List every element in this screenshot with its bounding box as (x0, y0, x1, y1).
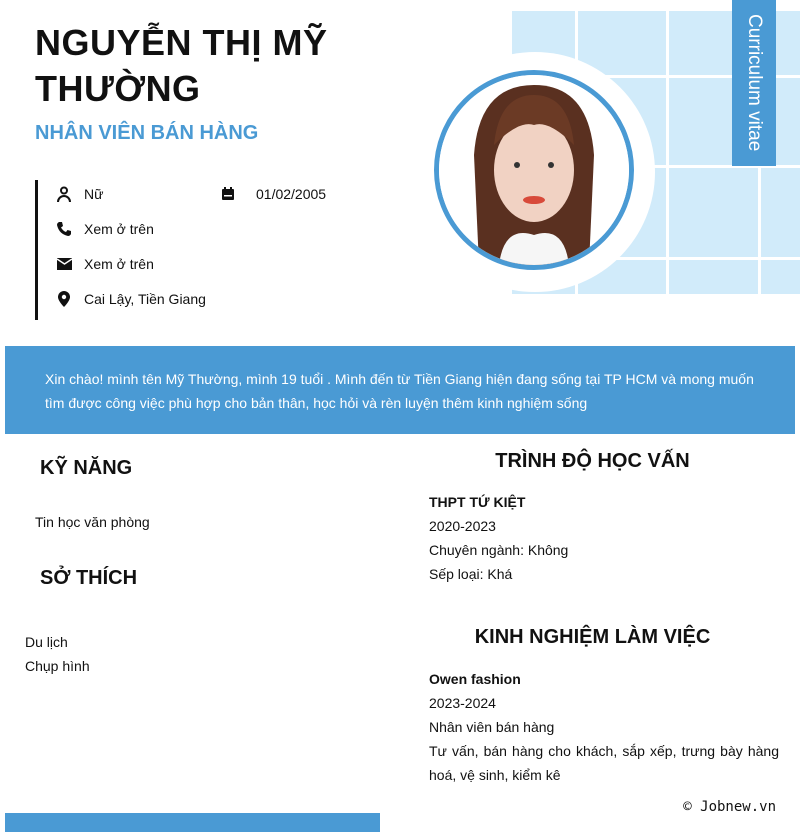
hobby-item: Chụp hình (25, 658, 90, 674)
experience-role: Nhân viên bán hàng (429, 719, 555, 735)
envelope-icon (56, 256, 72, 272)
location-pin-icon (56, 291, 72, 307)
email-row (56, 256, 154, 272)
school-name: THPT TỨ KIỆT (429, 494, 526, 510)
phone-icon (56, 221, 72, 237)
address-row (56, 291, 206, 307)
phone-value: Xem ở trên (84, 221, 154, 237)
personal-info (35, 180, 375, 320)
cv-label: Curriculum vitae (732, 0, 776, 166)
experience-description: Tư vấn, bán hàng cho khách, sắp xếp, trưng bày hàng hoá, vệ sinh, kiểm kê (429, 743, 779, 783)
phone-row (56, 221, 154, 237)
person-icon (56, 186, 72, 202)
address-value: Cai Lậy, Tiền Giang (84, 291, 206, 307)
education-major: Chuyên ngành: Không (429, 542, 569, 558)
profile-photo (434, 70, 634, 270)
calendar-icon (220, 186, 236, 202)
education-grade: Sếp loại: Khá (429, 566, 513, 582)
skill-item: Tin học văn phòng (35, 514, 150, 530)
bottom-accent-bar (5, 813, 380, 832)
education-years: 2020-2023 (429, 518, 496, 534)
education-heading: TRÌNH ĐỘ HỌC VẤN (495, 450, 690, 472)
job-position: NHÂN VIÊN BÁN HÀNG (35, 122, 259, 144)
footer-credit: © Jobnew.vn (683, 799, 776, 815)
email-value: Xem ở trên (84, 256, 154, 272)
candidate-name: NGUYỄN THỊ MỸ THƯỜNG (35, 22, 328, 109)
birthdate-row (220, 186, 326, 202)
company-name: Owen fashion (429, 671, 521, 687)
birthdate-value: 01/02/2005 (256, 186, 327, 202)
hobby-item: Du lịch (25, 634, 68, 650)
hobbies-heading: SỞ THÍCH (40, 567, 138, 589)
experience-years: 2023-2024 (429, 695, 496, 711)
skills-heading: KỸ NĂNG (40, 457, 133, 479)
gender-value: Nữ (84, 186, 104, 202)
intro-banner: Xin chào! mình tên Mỹ Thường, mình 19 tuổi . Mình đến từ Tiền Giang hiện đang sống tại TP HCM và mong muốn tìm được công việc phù hợp cho bản thân, học hỏi và rèn luyện thêm kinh nghiệm sống (5, 346, 795, 434)
gender-row (56, 186, 103, 202)
experience-heading: KINH NGHIỆM LÀM VIỆC (474, 626, 711, 648)
